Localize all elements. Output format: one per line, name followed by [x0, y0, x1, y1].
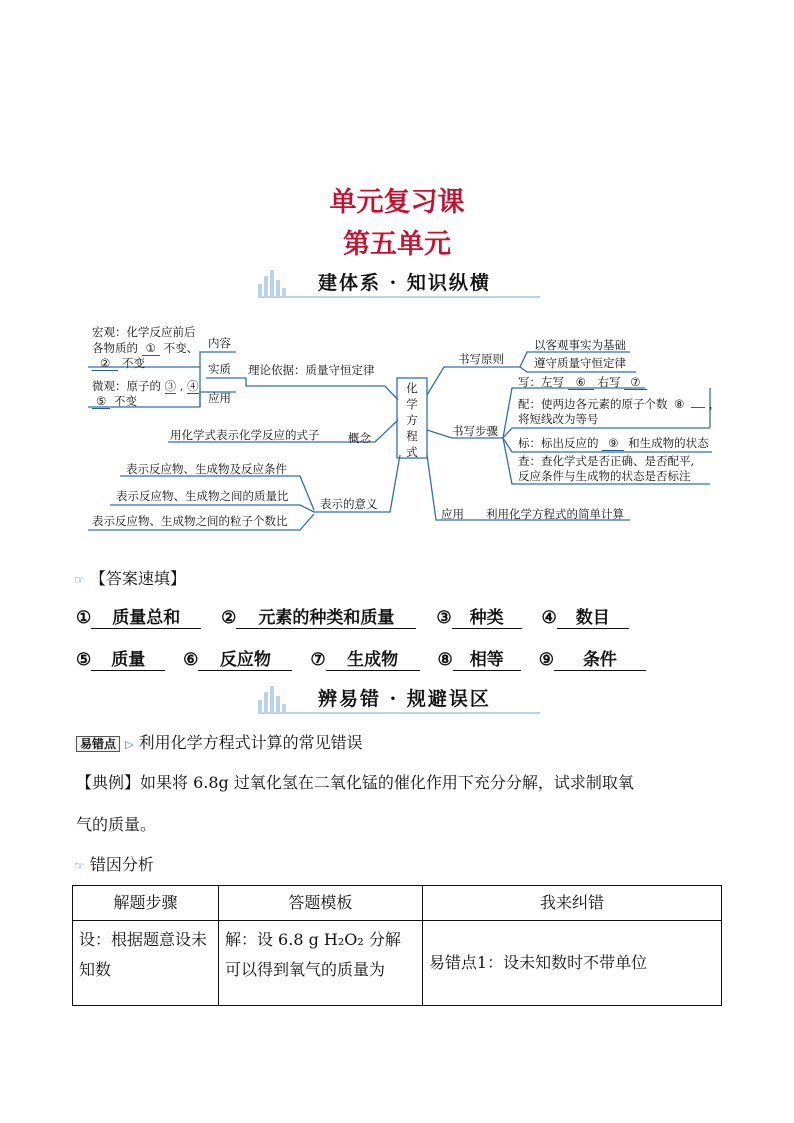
- meaning1: 表示反应物、生成物及反应条件: [126, 462, 287, 476]
- center-char: 化: [406, 381, 418, 395]
- answer-num: ⑤: [76, 650, 92, 670]
- application-text: 利用化学方程式的简单计算: [486, 507, 624, 521]
- step-write-mid: 右写: [597, 375, 621, 389]
- application-left-label: 应用: [208, 391, 231, 405]
- answers-row-2: [76, 645, 646, 671]
- writing-steps-label: 书写步骤: [452, 424, 498, 438]
- step-check-line2: 反应条件与生成物的状态是否标注: [518, 469, 691, 483]
- table-header-row: [73, 886, 722, 921]
- principle2: 遵守质量守恒定律: [534, 356, 626, 370]
- writing-principle-label: 书写原则: [458, 352, 504, 366]
- step-line1: 设：根据题意设未: [79, 930, 208, 949]
- table-cell-correction: 易错点1：设未知数时不带单位: [422, 921, 721, 1006]
- micro-line2: [92, 394, 137, 408]
- pointer-icon: ☞: [74, 573, 85, 587]
- example-label: 【典例】: [76, 773, 141, 792]
- micro-comma: ,: [179, 379, 184, 393]
- analysis-heading: [74, 852, 154, 875]
- example-paragraph: [76, 768, 736, 840]
- error-table: [72, 885, 722, 1006]
- micro-line2-suffix: 不变: [113, 394, 137, 408]
- answer-num: ①: [76, 608, 92, 628]
- answer-blank-5: 质量: [91, 645, 165, 671]
- answer-blank-2: 元素的种类和质量: [236, 603, 416, 629]
- table-cell-step: [73, 921, 219, 1006]
- analysis-heading-text: 错因分析: [89, 855, 154, 874]
- step-match-line2: 将短线改为等号: [518, 412, 599, 426]
- template-line1: 解：设 6.8 g H₂O₂ 分解: [224, 930, 401, 949]
- meaning-label: 表示的意义: [320, 497, 378, 511]
- macro-line1: 宏观：化学反应前后: [92, 325, 196, 339]
- micro-mark5: ⑤: [92, 394, 110, 409]
- step-mark-mark9: ⑨: [602, 436, 624, 451]
- content-label: 内容: [208, 336, 231, 350]
- error-point-text: 利用化学方程式计算的常见错误: [138, 733, 363, 752]
- theory-label: 理论依据：质量守恒定律: [248, 363, 375, 377]
- answer-blank-6: 反应物: [198, 645, 292, 671]
- step-mark: [518, 436, 709, 450]
- banner-errors: 辨易错 · 规避误区: [318, 688, 491, 710]
- table-cell-template: [218, 921, 422, 1006]
- meaning3: 表示反应物、生成物之间的粒子个数比: [92, 514, 288, 528]
- step-mark-prefix: 标：标出反应的: [518, 436, 599, 450]
- answer-blank-8: 相等: [453, 645, 521, 671]
- essence-label: 实质: [208, 362, 231, 376]
- concept-label: 概念: [348, 431, 371, 445]
- answer-num: ⑧: [437, 650, 453, 670]
- answer-num: ⑥: [183, 650, 199, 670]
- center-char: 程: [406, 429, 418, 443]
- table-header: 我来纠错: [422, 886, 721, 921]
- answer-blank-4: 数目: [557, 603, 629, 629]
- banner-knowledge: 建体系 · 知识纵横: [318, 272, 491, 294]
- center-char: 方: [406, 413, 418, 427]
- answer-blank-9: 条件: [554, 645, 646, 671]
- center-topic: [405, 380, 419, 460]
- table-header: 解题步骤: [73, 886, 219, 921]
- answer-num: ④: [541, 608, 557, 628]
- arrow-icon: ▷: [125, 738, 134, 751]
- banner-building-icon: [258, 686, 286, 714]
- micro-mark4: ④: [187, 379, 199, 393]
- macro-line3-suffix: 不变: [121, 356, 145, 370]
- principle1: 以客观事实为基础: [534, 338, 626, 352]
- step-write-prefix: 写：左写: [518, 375, 564, 389]
- step-match-line1: [518, 397, 720, 411]
- step-write-mark7: ⑦: [624, 375, 646, 390]
- example-line2: 气的质量。: [76, 815, 157, 834]
- answer-num: ⑨: [538, 650, 554, 670]
- mind-map: [0, 0, 794, 560]
- macro-mark1: ①: [142, 341, 160, 356]
- example-line1: [76, 768, 736, 798]
- micro-line1-prefix: 微观：原子的: [92, 379, 161, 393]
- macro-line3: [92, 356, 145, 370]
- banner-underline: [258, 712, 540, 714]
- macro-mark2: ②: [92, 356, 118, 371]
- step-check-line1: 查：查化学式是否正确、是否配平,: [518, 454, 695, 468]
- table-header: 答题模板: [218, 886, 422, 921]
- step-write-mark6: ⑥: [568, 375, 594, 390]
- answer-blank-1: 质量总和: [91, 603, 201, 629]
- answer-num: ③: [436, 608, 452, 628]
- definition-text: 用化学式表示化学反应的式子: [170, 428, 320, 442]
- application-right-label: 应用: [441, 507, 464, 521]
- micro-line1: [92, 379, 199, 393]
- example-text1: 如果将 6.8g 过氧化氢在二氧化锰的催化作用下充分分解，试求制取氧: [140, 773, 634, 792]
- answer-blank-7: 生成物: [326, 645, 420, 671]
- step-line2: 知数: [79, 960, 112, 979]
- page-title: 单元复习课: [329, 187, 465, 218]
- pointer-icon: ☞: [74, 859, 85, 873]
- answer-num: ②: [221, 608, 237, 628]
- step-mark-suffix: 和生成物的状态: [628, 436, 709, 450]
- macro-line2-suffix: 不变、: [163, 341, 199, 355]
- error-point-tag: 易错点: [76, 736, 120, 752]
- step-match-comma: ，: [708, 397, 721, 411]
- macro-line2-prefix: 各物质的: [92, 341, 138, 355]
- center-char: 式: [406, 445, 418, 459]
- answers-heading-text: 【答案速填】: [89, 569, 186, 588]
- page-subtitle: 第五单元: [343, 229, 451, 260]
- step-match-text: 配：使两边各元素的原子个数: [518, 397, 668, 411]
- error-point-line: [76, 730, 363, 753]
- step-match-mark8: ⑧: [674, 397, 685, 411]
- step-match-blank: [691, 407, 705, 408]
- step-write: [518, 375, 647, 389]
- answer-blank-3: 种类: [452, 603, 522, 629]
- center-char: 学: [406, 397, 418, 411]
- answers-row-1: [76, 603, 629, 629]
- answers-heading: [74, 566, 186, 589]
- table-row: [73, 921, 722, 1006]
- macro-line2: [92, 341, 198, 355]
- meaning2: 表示反应物、生成物之间的质量比: [116, 489, 289, 503]
- micro-mark3: ③: [164, 379, 177, 393]
- answer-num: ⑦: [310, 650, 326, 670]
- template-line2: 可以得到氧气的质量为: [224, 960, 385, 979]
